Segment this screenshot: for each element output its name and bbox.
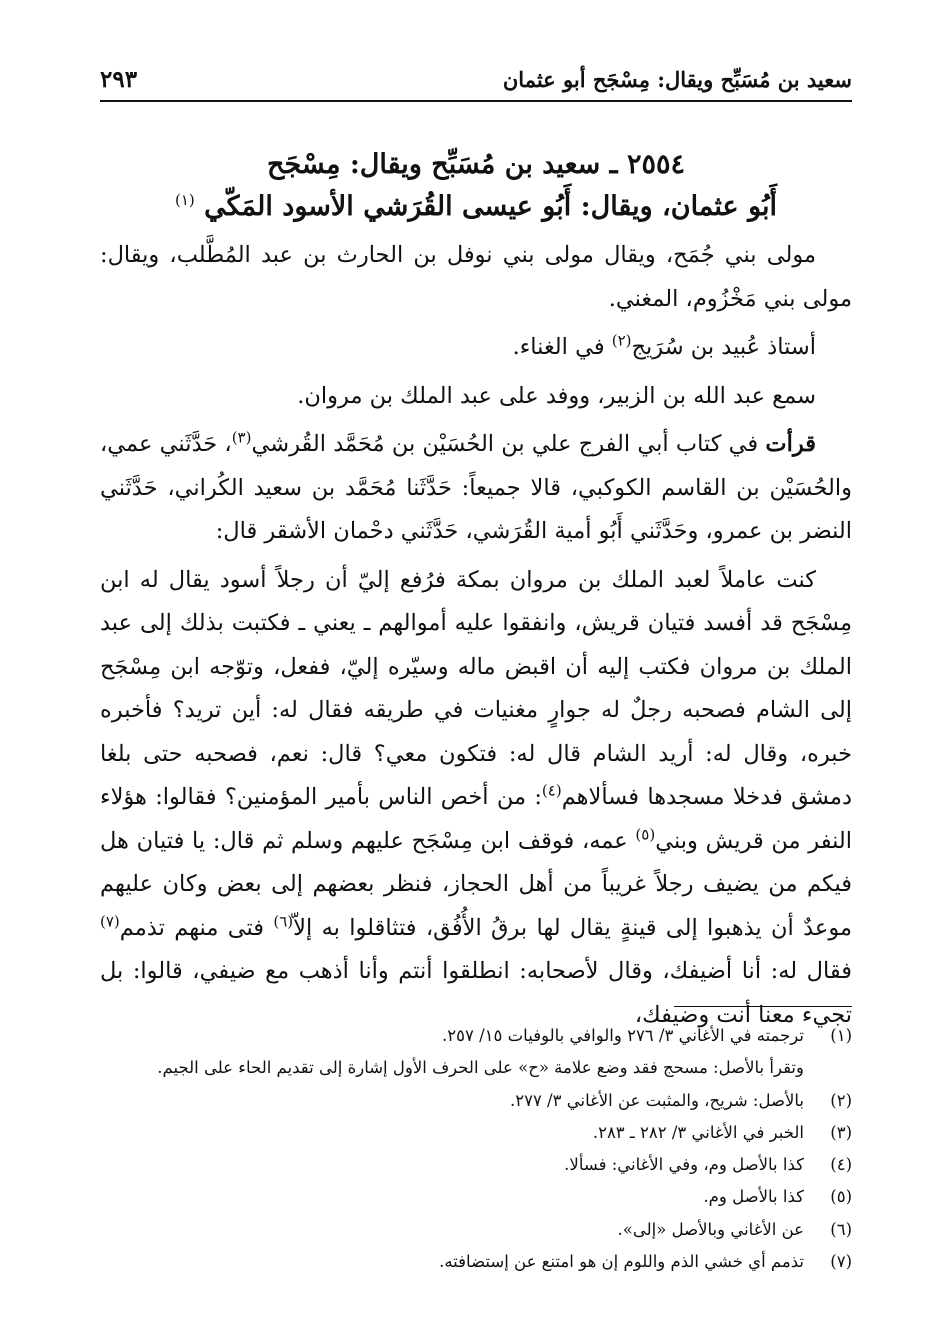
entry-title-line-1: ٢٥٥٤ ـ سعيد بن مُسَبِّح ويقال: مِسْجَح [267,149,685,180]
footnote-ref-6: (٦) [273,912,294,930]
entry-title-line-2 [100,186,852,228]
running-head [100,62,852,96]
running-head-title: سعيد بن مُسَبِّح ويقال: مِسْجَح أبو عثمان [502,66,852,92]
footnote-number: (١) [830,1026,852,1045]
footnote-item [100,1246,852,1278]
footnote-number: (٦) [830,1219,852,1239]
page-number: ٢٩٣ [100,65,138,93]
footnote-number: (٢) [830,1090,852,1110]
paragraph-isnad [100,423,852,554]
paragraph-teacher-text-end: في الغناء. [512,334,612,360]
header-rule [100,100,852,102]
footnote-item [100,1020,852,1052]
footnote-list [100,1020,852,1278]
footnote-text: ترجمته في الأغاني ٣/ ٢٧٦ والوافي بالوفيات ١٥/ ٢٥٧. [442,1026,804,1045]
body-text [100,234,852,1037]
footnote-item-continuation [100,1052,852,1084]
footnote-ref-3: (٣) [231,428,252,447]
paragraph-heard-text: سمع عبد الله بن الزبير، ووفد على عبد الملك بن مروان. [297,382,816,409]
footnote-text: وتقرأ بالأصل: مسحج فقد وضع علامة «ح» على الحرف الأول إشارة إلى تقديم الحاء على الجيم. [157,1058,804,1078]
footnote-ref-5: (٥) [635,825,656,843]
footnote-item [100,1149,852,1181]
footnote-number: (٥) [830,1187,852,1207]
footnote-number: (٧) [830,1252,852,1272]
entry-title-line-2-text: أَبُو عثمان، ويقال: أَبُو عيسى القُرَشي الأسود المَكّي [204,191,778,222]
footnote-ref-1: (١) [174,191,195,209]
footnote-ref-2: (٢) [611,331,632,350]
footnote-text: عن الأغاني وبالأصل «إلى». [617,1219,804,1239]
narrative-text-5: فقال له: أنا أضيفك، وقال لأصحابه: انطلقوا أنتم وأنا أذهب مع ضيفي، قالوا: بل تجيء معنا أنت وضيفك، [100,958,852,1028]
paragraph-heard [100,375,852,419]
footnote-rule [674,1006,852,1007]
book-page [100,52,852,1292]
footnote-item [100,1085,852,1117]
footnote-text: كذا بالأصل وم، وفي الأغاني: فسألا. [564,1155,804,1175]
paragraph-narrative [100,559,852,1038]
footnote-text: الخبر في الأغاني ٣/ ٢٨٢ ـ ٢٨٣. [592,1122,804,1142]
footnote-number: (٤) [830,1155,852,1175]
isnad-text-2: ، حَدَّثَني عمي، والحُسَيْن بن القاسم الكوكبي، قالا جميعاً: حَدَّثَنا مُحَمَّد بن سعيد الكُراني، حَدَّثَني النضر بن عمرو، وحَدَّثَني أَبُو أمية القُرَشي، حَدَّثَني دحْمان الأشقر قال: [100,431,852,544]
footnote-item [100,1214,852,1246]
entry-title [100,144,852,228]
footnote-ref-4: (٤) [541,781,562,800]
narrative-text-1: كنت عاملاً لعبد الملك بن مروان بمكة فرُفع إليّ أن رجلاً أسود يقال له ابن مِسْجَح قد أفسد فتيان قريش، وانفقوا عليه أموالهم ـ يعني ـ فكتبت بذلك إلى عبد الملك بن مروان فكتب إليه أن اقبض ماله وسيّره إليّ، ففعل، وتوّجه ابن مِسْجَح إلى الشام فصحبه رجلٌ له جوارٍ مغنيات في طريقه فقال له: أين تريد؟ فأخبره خبره، وقال له: أريد الشام قال له: فتكون معي؟ قال: نعم، فصحبه حتى بلغا دمشق فدخلا مسجدها فسألاهم [100,566,852,810]
paragraph-lineage-text: مولى بني جُمَح، ويقال مولى بني نوفل بن الحارث بن عبد المُطَّلب، ويقال: مولى بني مَخْزُوم، المغني. [100,242,852,312]
footnote-text: كذا بالأصل وم. [703,1187,804,1207]
footnote-text: بالأصل: شريح، والمثبت عن الأغاني ٣/ ٢٧٧. [509,1090,804,1110]
footnotes [100,1020,852,1278]
footnote-number: (٣) [830,1122,852,1142]
narrative-text-2: : من أخص الناس بأمير المؤمنين؟ فقالوا: هؤلاء النفر من قريش وبني [100,784,852,854]
isnad-text-1: في كتاب أبي الفرج علي بن الحُسَيْن بن مُحَمَّد القُرشي [251,431,766,457]
footnote-text: تذمم أي خشي الذم واللوم إن هو امتنع عن إستضافته. [439,1252,804,1272]
footnote-ref-7: (٧) [100,912,120,930]
paragraph-teacher-text: أستاذ عُبيد بن سُرَيج [631,334,816,360]
isnad-lead-word: قرأت [765,431,816,457]
narrative-text-3: عمه، فوقف ابن مِسْجَح عليهم وسلم ثم قال: يا فتيان هل فيكم من يضيف رجلاً غريباً من أهل الحجاز، فنظر بعضهم إلى بعض وكان عليهم موعدٌ أن يذهبوا إلى قينةٍ يقال لها برقُ الأُفُق، فتثاقلوا به إلاّ [100,827,852,941]
paragraph-lineage [100,234,852,321]
paragraph-teacher [100,326,852,370]
footnote-item [100,1117,852,1149]
narrative-text-4: فتى منهم تذمم [119,914,274,941]
footnote-item [100,1181,852,1213]
